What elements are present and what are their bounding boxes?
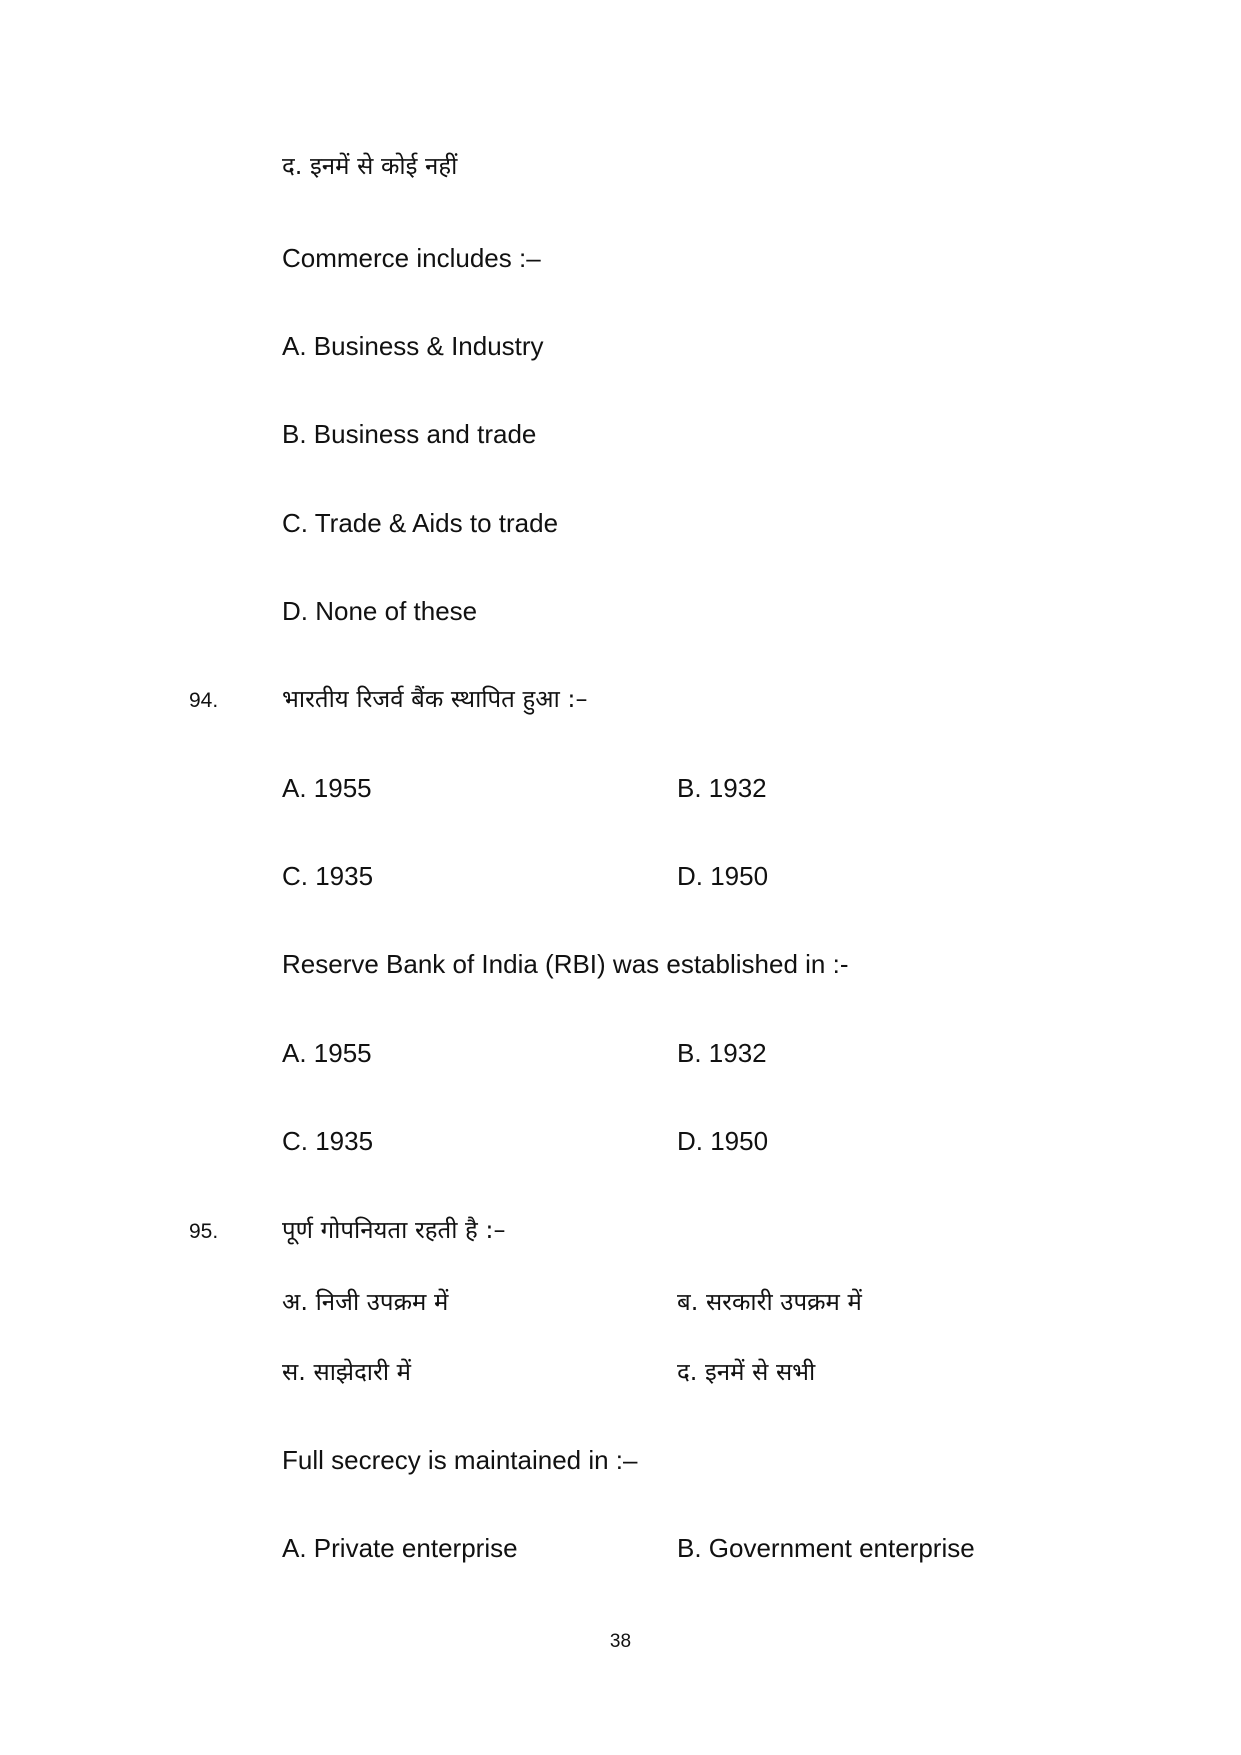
option-b-hindi: ब. सरकारी उपक्रम में [677, 1288, 862, 1316]
option-d-hindi: द. इनमें से कोई नहीं [282, 152, 458, 180]
option-a: A. Business & Industry [282, 331, 544, 361]
option-b: B. Government enterprise [677, 1533, 975, 1563]
option-a: A. 1955 [282, 1038, 372, 1068]
option-d-hindi: द. इनमें से सभी [677, 1358, 816, 1386]
option-a-hindi: अ. निजी उपक्रम में [282, 1288, 449, 1316]
question-number: 95. [189, 1220, 219, 1243]
option-b: B. 1932 [677, 773, 767, 803]
option-a: A. 1955 [282, 773, 372, 803]
question-text: Commerce includes :– [282, 243, 541, 273]
question-number: 94. [189, 689, 219, 712]
option-c-hindi: स. साझेदारी में [282, 1358, 412, 1386]
question-text-hindi: भारतीय रिजर्व बैंक स्थापित हुआ :– [282, 685, 588, 713]
question-text: Full secrecy is maintained in :– [282, 1445, 638, 1475]
page-number: 38 [609, 1631, 632, 1652]
option-c: C. 1935 [282, 861, 374, 891]
option-c: C. 1935 [282, 1126, 374, 1156]
option-b: B. 1932 [677, 1038, 767, 1068]
option-d: D. None of these [282, 596, 478, 626]
option-d: D. 1950 [677, 861, 769, 891]
option-d: D. 1950 [677, 1126, 769, 1156]
option-a: A. Private enterprise [282, 1533, 518, 1563]
option-c: C. Trade & Aids to trade [282, 508, 559, 538]
question-text: Reserve Bank of India (RBI) was established in :- [282, 949, 849, 979]
question-text-hindi: पूर्ण गोपनियता रहती है :– [282, 1216, 506, 1244]
option-b: B. Business and trade [282, 419, 537, 449]
